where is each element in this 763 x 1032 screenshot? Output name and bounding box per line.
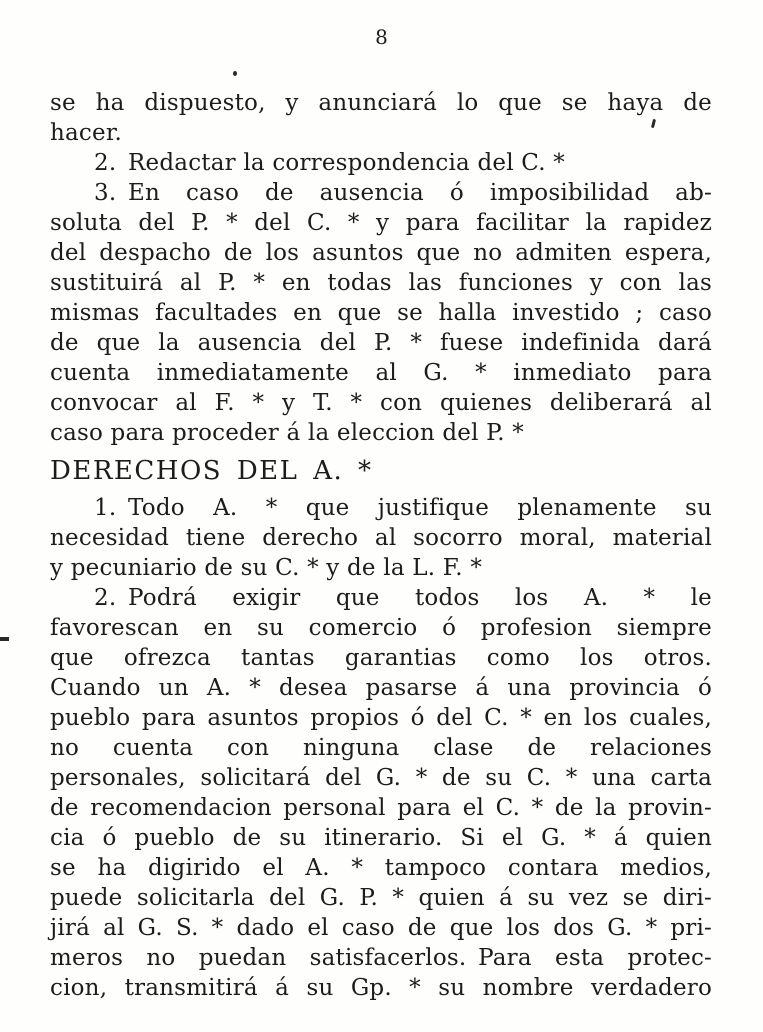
- text-line: de recomendacion personal para el C. * de la provin-: [50, 795, 712, 821]
- text-line: caso para proceder á la eleccion del P. *: [50, 420, 524, 446]
- text-line: cia ó pueblo de su itinerario. Si el G. * á quien: [50, 825, 712, 851]
- text-line: personales, solicitará del G. * de su C. * una carta: [50, 765, 712, 791]
- text-line: cion, transmitirá á su Gp. * su nombre verdadero: [50, 975, 712, 1001]
- page-number: 8: [375, 25, 388, 49]
- text-line: sustituirá al P. * en todas las funciones y con las: [50, 270, 712, 296]
- text-line: favorescan en su comercio ó profesion siempre: [50, 615, 712, 641]
- text-line: jirá al G. S. * dado el caso de que los dos G. * pri-: [50, 915, 712, 941]
- text-line: convocar al F. * y T. * con quienes deliberará al: [50, 390, 712, 416]
- text-line: y pecuniario de su C. * y de la L. F. *: [50, 555, 483, 581]
- text-line: se ha digirido el A. * tampoco contara medios,: [50, 855, 712, 881]
- scan-speck-artifact: [233, 71, 237, 76]
- text-line: meros no puedan satisfacerlos. Para esta protec-: [50, 945, 712, 971]
- scan-edge-mark-artifact: [0, 637, 9, 641]
- text-line: cuenta inmediatamente al G. * inmediato para: [50, 360, 712, 386]
- text-line: soluta del P. * del C. * y para facilitar la rapidez: [50, 210, 712, 236]
- text-line: hacer.: [50, 120, 122, 146]
- text-line: pueblo para asuntos propios ó del C. * en los cuales,: [50, 705, 712, 731]
- section-heading: DERECHOS DEL A. *: [50, 456, 373, 486]
- text-line: que ofrezca tantas garantias como los otros.: [50, 645, 712, 671]
- text-line: 1. Todo A. * que justifique plenamente su: [94, 495, 712, 521]
- text-line: 2. Redactar la correspondencia del C. *: [94, 150, 565, 176]
- text-line: del despacho de los asuntos que no admiten espera,: [50, 240, 712, 266]
- text-line: puede solicitarla del G. P. * quien á su vez se diri-: [50, 885, 712, 911]
- text-line: 2. Podrá exigir que todos los A. * le: [94, 585, 712, 611]
- text-line: Cuando un A. * desea pasarse á una provincia ó: [50, 675, 712, 701]
- page-text-column: [50, 88, 712, 1003]
- text-line: mismas facultades en que se halla investido ; caso: [50, 300, 712, 326]
- text-line: no cuenta con ninguna clase de relaciones: [50, 735, 712, 761]
- text-line: 3. En caso de ausencia ó imposibilidad ab-: [94, 180, 712, 206]
- text-line: de que la ausencia del P. * fuese indefinida dará: [50, 330, 712, 356]
- text-line: se ha dispuesto, y anunciará lo que se haya de: [50, 90, 712, 116]
- text-line: necesidad tiene derecho al socorro moral, material: [50, 525, 712, 551]
